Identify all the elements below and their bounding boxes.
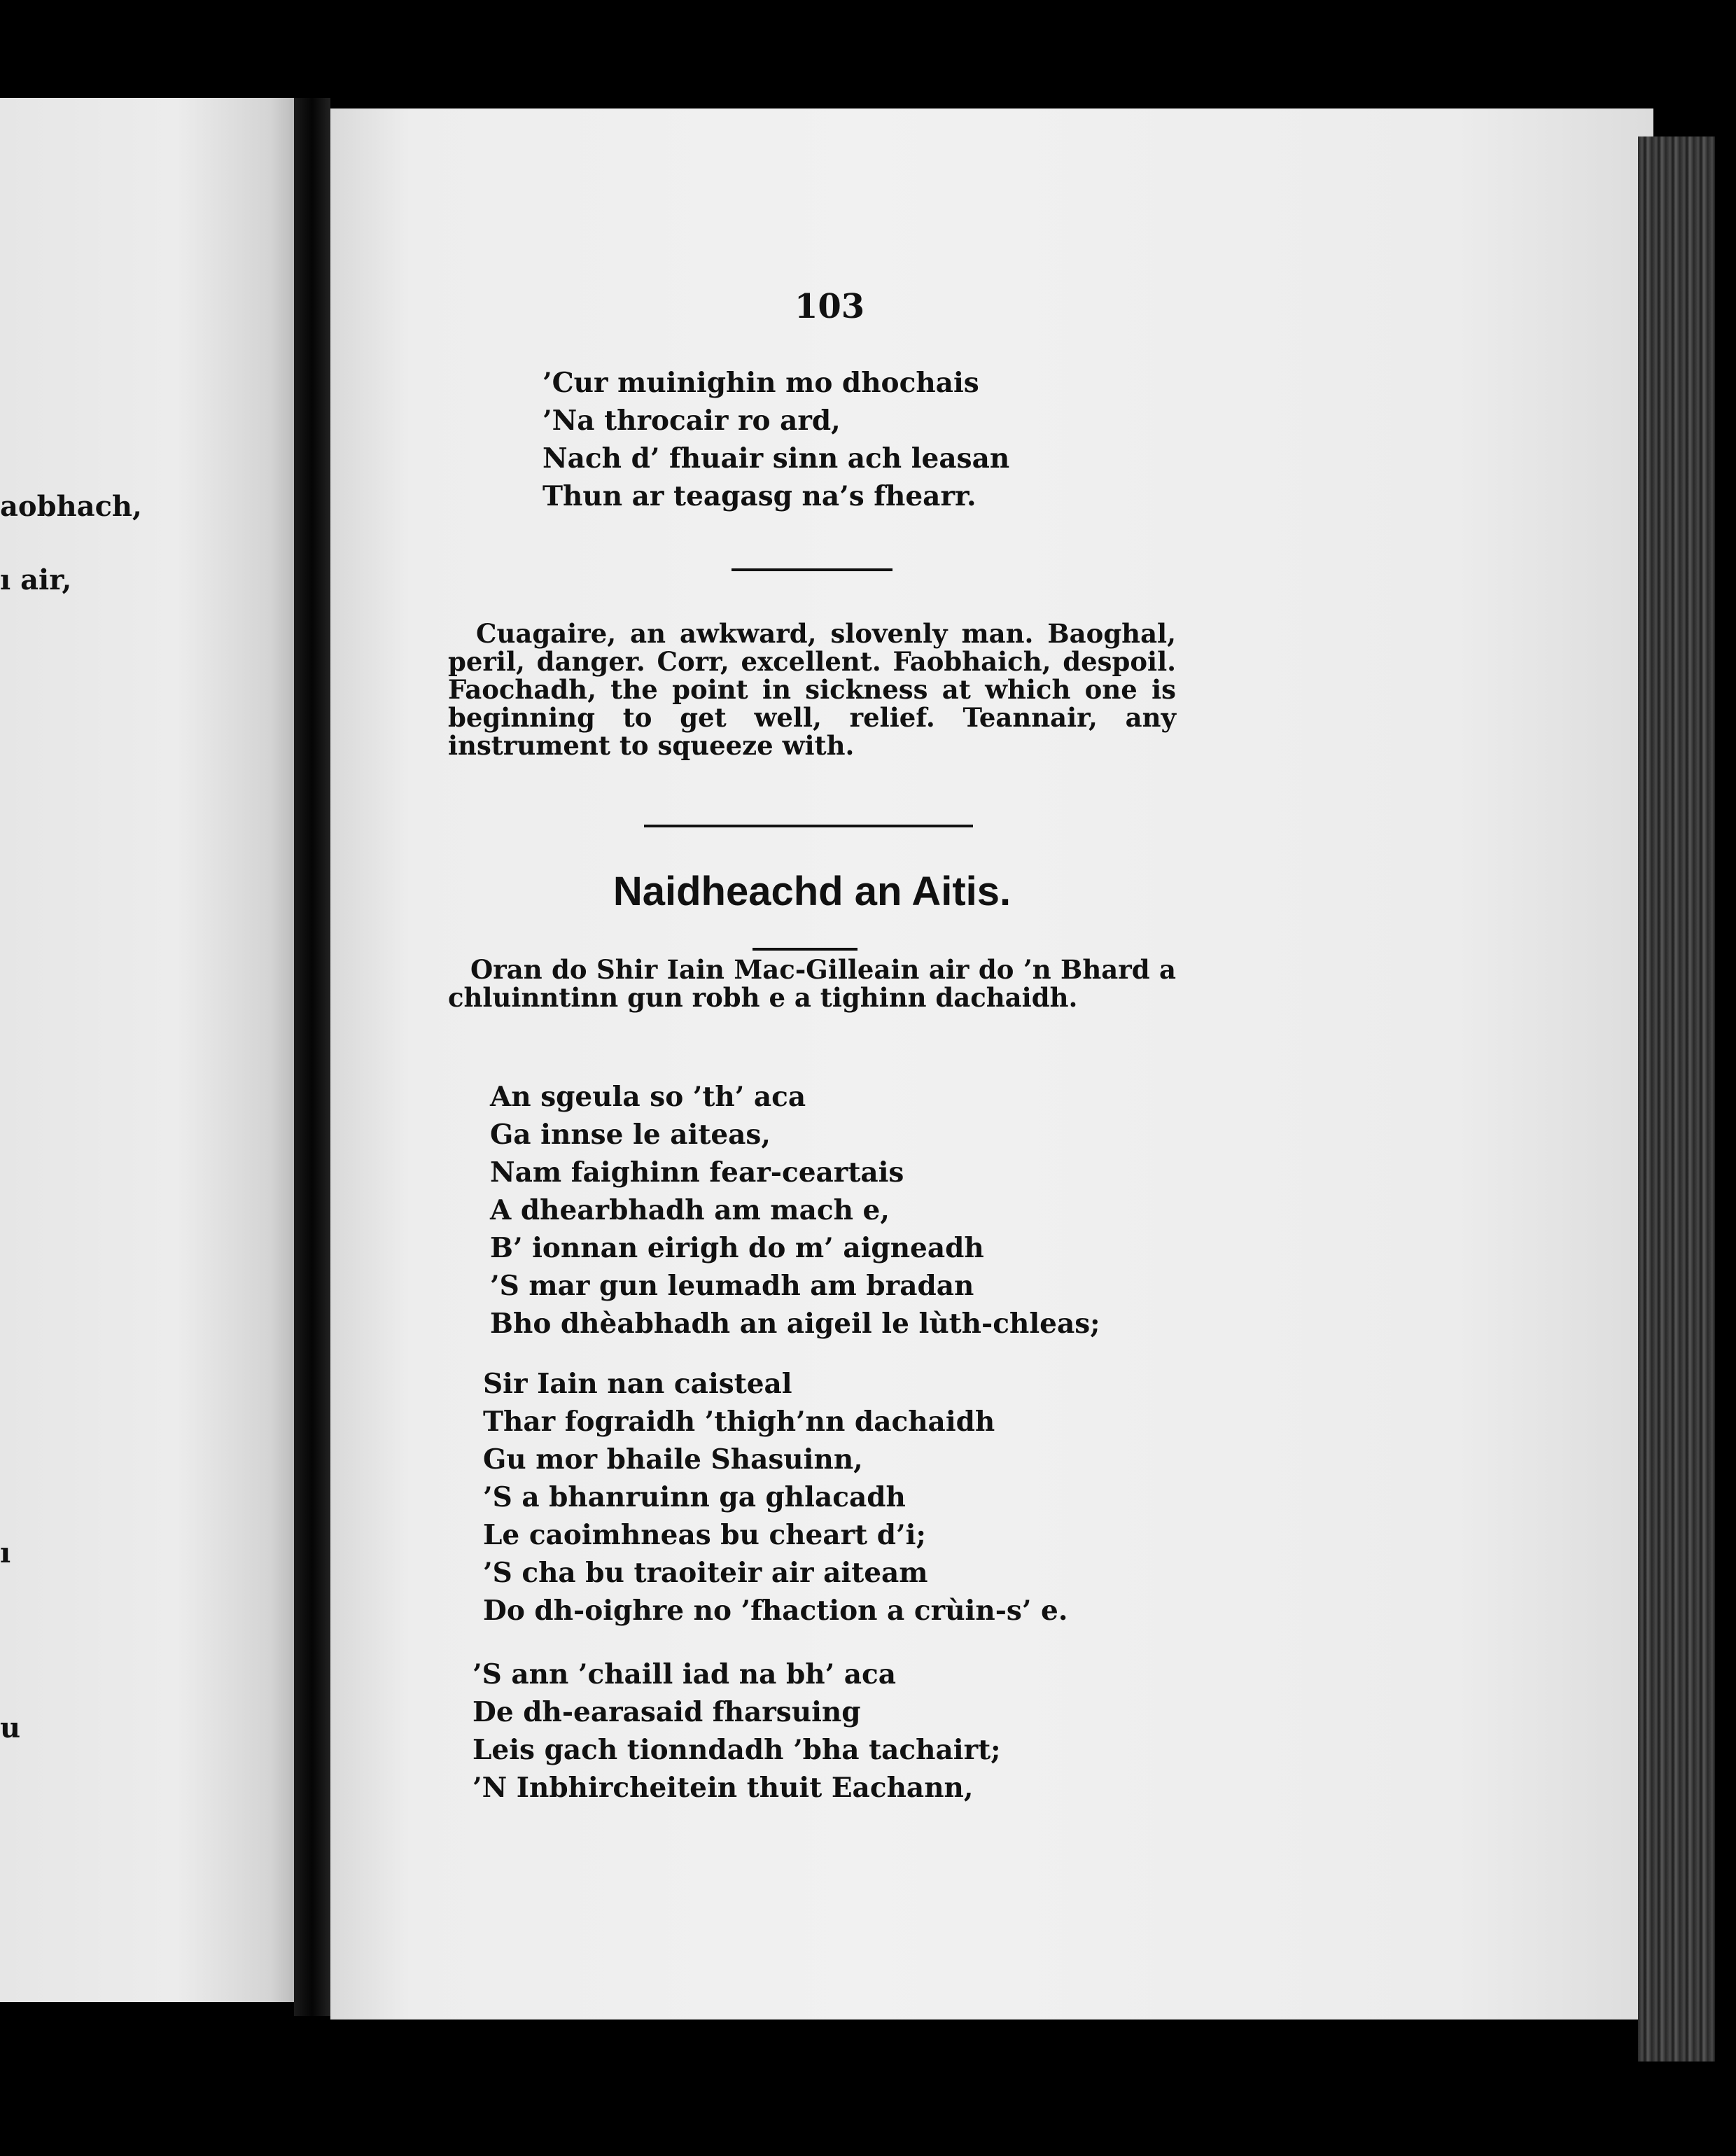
book-edge: [1638, 136, 1715, 2062]
verse-line: Sir Iain nan caisteal: [483, 1368, 792, 1400]
verse-line: An sgeula so ’th’ aca: [490, 1081, 806, 1113]
verse-line: Thar fograidh ’thigh’nn dachaidh: [483, 1406, 995, 1438]
title-underline: [752, 948, 858, 951]
verse-line: Thun ar teagasg na’s fhearr.: [542, 480, 976, 512]
stanza-1: [490, 1078, 1100, 1343]
verse-line: De dh-earasaid fharsuing: [472, 1696, 861, 1728]
verse-line: Nach d’ fhuair sinn ach leasan: [542, 442, 1010, 475]
poem-subtitle: Oran do Shir Iain Mac-Gilleain air do ’n Bhard a chluinntinn gun robh e a tighinn dachaidh.: [448, 954, 1176, 1013]
previous-page-fragment: ı air,: [0, 564, 72, 596]
verse-line: ’N Inbhircheitein thuit Eachann,: [472, 1772, 974, 1804]
verse-line: Bho dhèabhadh an aigeil le lùth-chleas;: [490, 1308, 1100, 1340]
verse-line: Gu mor bhaile Shasuinn,: [483, 1443, 863, 1476]
verse-line: Le caoimhneas bu cheart d’i;: [483, 1519, 926, 1551]
book-gutter: [294, 98, 330, 2016]
stanza-3: [472, 1656, 1001, 1807]
verse-line: ’Cur muinighin mo dhochais: [542, 367, 979, 399]
stanza-2: [483, 1365, 1068, 1630]
verse-line: ’S mar gun leumadh am bradan: [490, 1270, 974, 1302]
verse-line: ’S cha bu traoiteir air aiteam: [483, 1557, 928, 1589]
previous-page-fragment: u: [0, 1712, 21, 1744]
verse-line: Nam faighinn fear-ceartais: [490, 1156, 904, 1189]
top-verse: [542, 364, 1009, 515]
verse-line: ’Na throcair ro ard,: [542, 405, 841, 437]
verse-line: Leis gach tionndadh ’bha tachairt;: [472, 1734, 1001, 1766]
poem-title: Naidheachd an Aitis.: [612, 869, 1011, 914]
verse-line: Ga innse le aiteas,: [490, 1119, 771, 1151]
previous-page: [0, 98, 294, 2002]
previous-page-fragment: ı: [0, 1536, 11, 1569]
verse-line: ’S a bhanruinn ga ghlacadh: [483, 1481, 906, 1513]
verse-line: B’ ionnan eirigh do m’ aigneadh: [490, 1232, 984, 1264]
section-divider: [644, 825, 973, 827]
verse-line: A dhearbhadh am mach e,: [490, 1194, 890, 1226]
section-divider: [732, 568, 892, 571]
verse-line: ’S ann ’chaill iad na bh’ aca: [472, 1658, 897, 1690]
glossary-paragraph: Cuagaire, an awkward, slovenly man. Baoghal, peril, danger. Corr, excellent. Faobhaich, despoil. Faochadh, the point in sickness at which one is beginning to get well, relief. Teannair, any instrument to squeeze with.: [448, 618, 1176, 761]
previous-page-fragment: aobhach,: [0, 490, 142, 523]
verse-line: Do dh-oighre no ’fhaction a crùin-s’ e.: [483, 1595, 1068, 1627]
page-number: 103: [794, 287, 865, 326]
